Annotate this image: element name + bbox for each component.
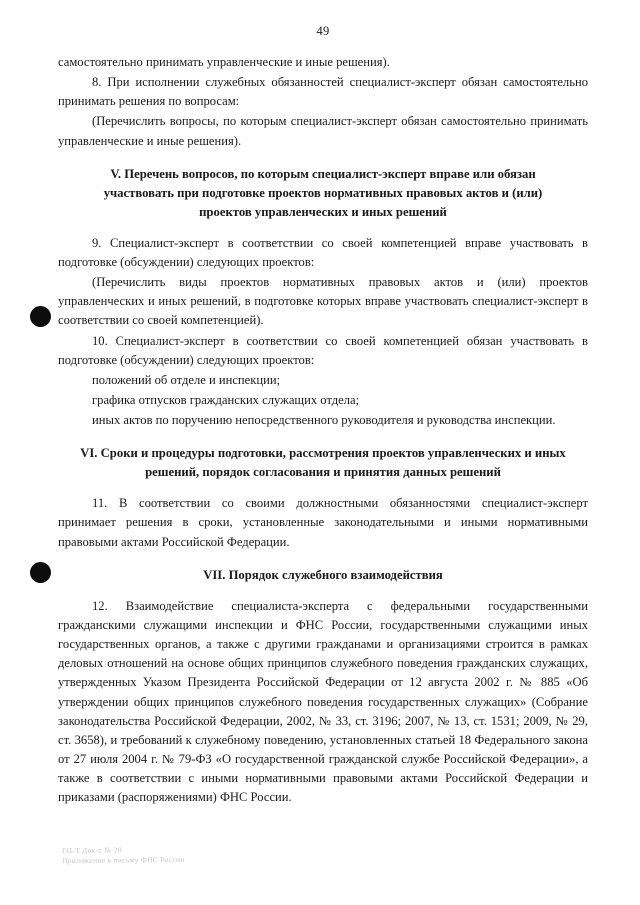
paragraph-8: 8. При исполнении служебных обязанностей специалист-эксперт обязан самостоятельно принимать решения по вопросам:: [58, 75, 588, 109]
paragraph-10-item-a: положений об отделе и инспекции;: [92, 372, 281, 387]
paragraph-9-list: (Перечислить виды проектов нормативных правовых актов и (или) проектов управленческих и иных решений, в подготовке которых вправе участвовать специалист-эксперт в соответствии со своей компетенцией).: [58, 275, 588, 328]
scan-stamp-line-1: ГП-Т Док-т № 20: [61, 845, 122, 856]
section-heading-v: V. Перечень вопросов, по которым специалист-эксперт вправе или обязан участвовать при подготовке проектов нормативных правовых актов и (или) проектов управленческих и иных решений: [103, 166, 543, 219]
paragraph-continuation: самостоятельно принимать управленческие и иные решения).: [58, 55, 390, 69]
paragraph-10-item-b: графика отпусков гражданских служащих отдела;: [92, 392, 360, 407]
paragraph-10: 10. Специалист-эксперт в соответствии со своей компетенцией обязан участвовать в подготовке (обсуждении) следующих проектов:: [58, 333, 588, 367]
paragraph-12: 12. Взаимодействие специалиста-эксперта с федеральными государственными гражданскими служащими инспекции и ФНС России, государственными служащими иных государственных органов, а также с другими гражданами и организациями строится в рамках деловых отношений на основе общих принципов служебного поведения гражданских служащих, утвержденных Указом Президента Российской Федерации от 12 августа 2002 г. № 885 «Об утверждении общих принципов служебного поведения государственных служащих» (Собрание законодательства Российской Федерации, 2002, № 33, ст. 3196; 2007, № 13, ст. 1531; 2009, № 29, ст. 3658), и требований к служебному поведению, установленных статьей 18 Федерального закона от 27 июля 2004 г. № 79-ФЗ «О государственной гражданской службе Российской Федерации», а также в соответствии с иными нормативными правовыми актами Российской Федерации и приказами (распоряжениями) ФНС России.: [58, 598, 588, 805]
page-number: 49: [316, 24, 330, 38]
scan-stamp: [62, 844, 272, 866]
section-heading-vi: VI. Сроки и процедуры подготовки, рассмотрения проектов управленческих и иных решений, порядок согласования и принятия данных решений: [80, 446, 566, 480]
paragraph-9: 9. Специалист-эксперт в соответствии со своей компетенцией вправе участвовать в подготовке (обсуждении) следующих проектов:: [58, 235, 588, 269]
punch-hole-mark-bottom: [30, 562, 51, 583]
scan-stamp-line-2: Приложение к письму ФНС России: [62, 854, 185, 866]
section-heading-vii: VII. Порядок служебного взаимодействия: [203, 567, 443, 582]
punch-hole-mark-top: [30, 306, 51, 327]
paragraph-8-list: (Перечислить вопросы, по которым специалист-эксперт обязан самостоятельно принимать управленческие и иные решения).: [58, 114, 588, 148]
paragraph-10-item-c: иных актов по поручению непосредственного руководителя и руководства инспекции.: [92, 413, 556, 428]
paragraph-11: 11. В соответствии со своими должностными обязанностями специалист-эксперт принимает решения в сроки, установленные законодательными и иными нормативными правовыми актами Российской Федерации.: [58, 496, 588, 549]
